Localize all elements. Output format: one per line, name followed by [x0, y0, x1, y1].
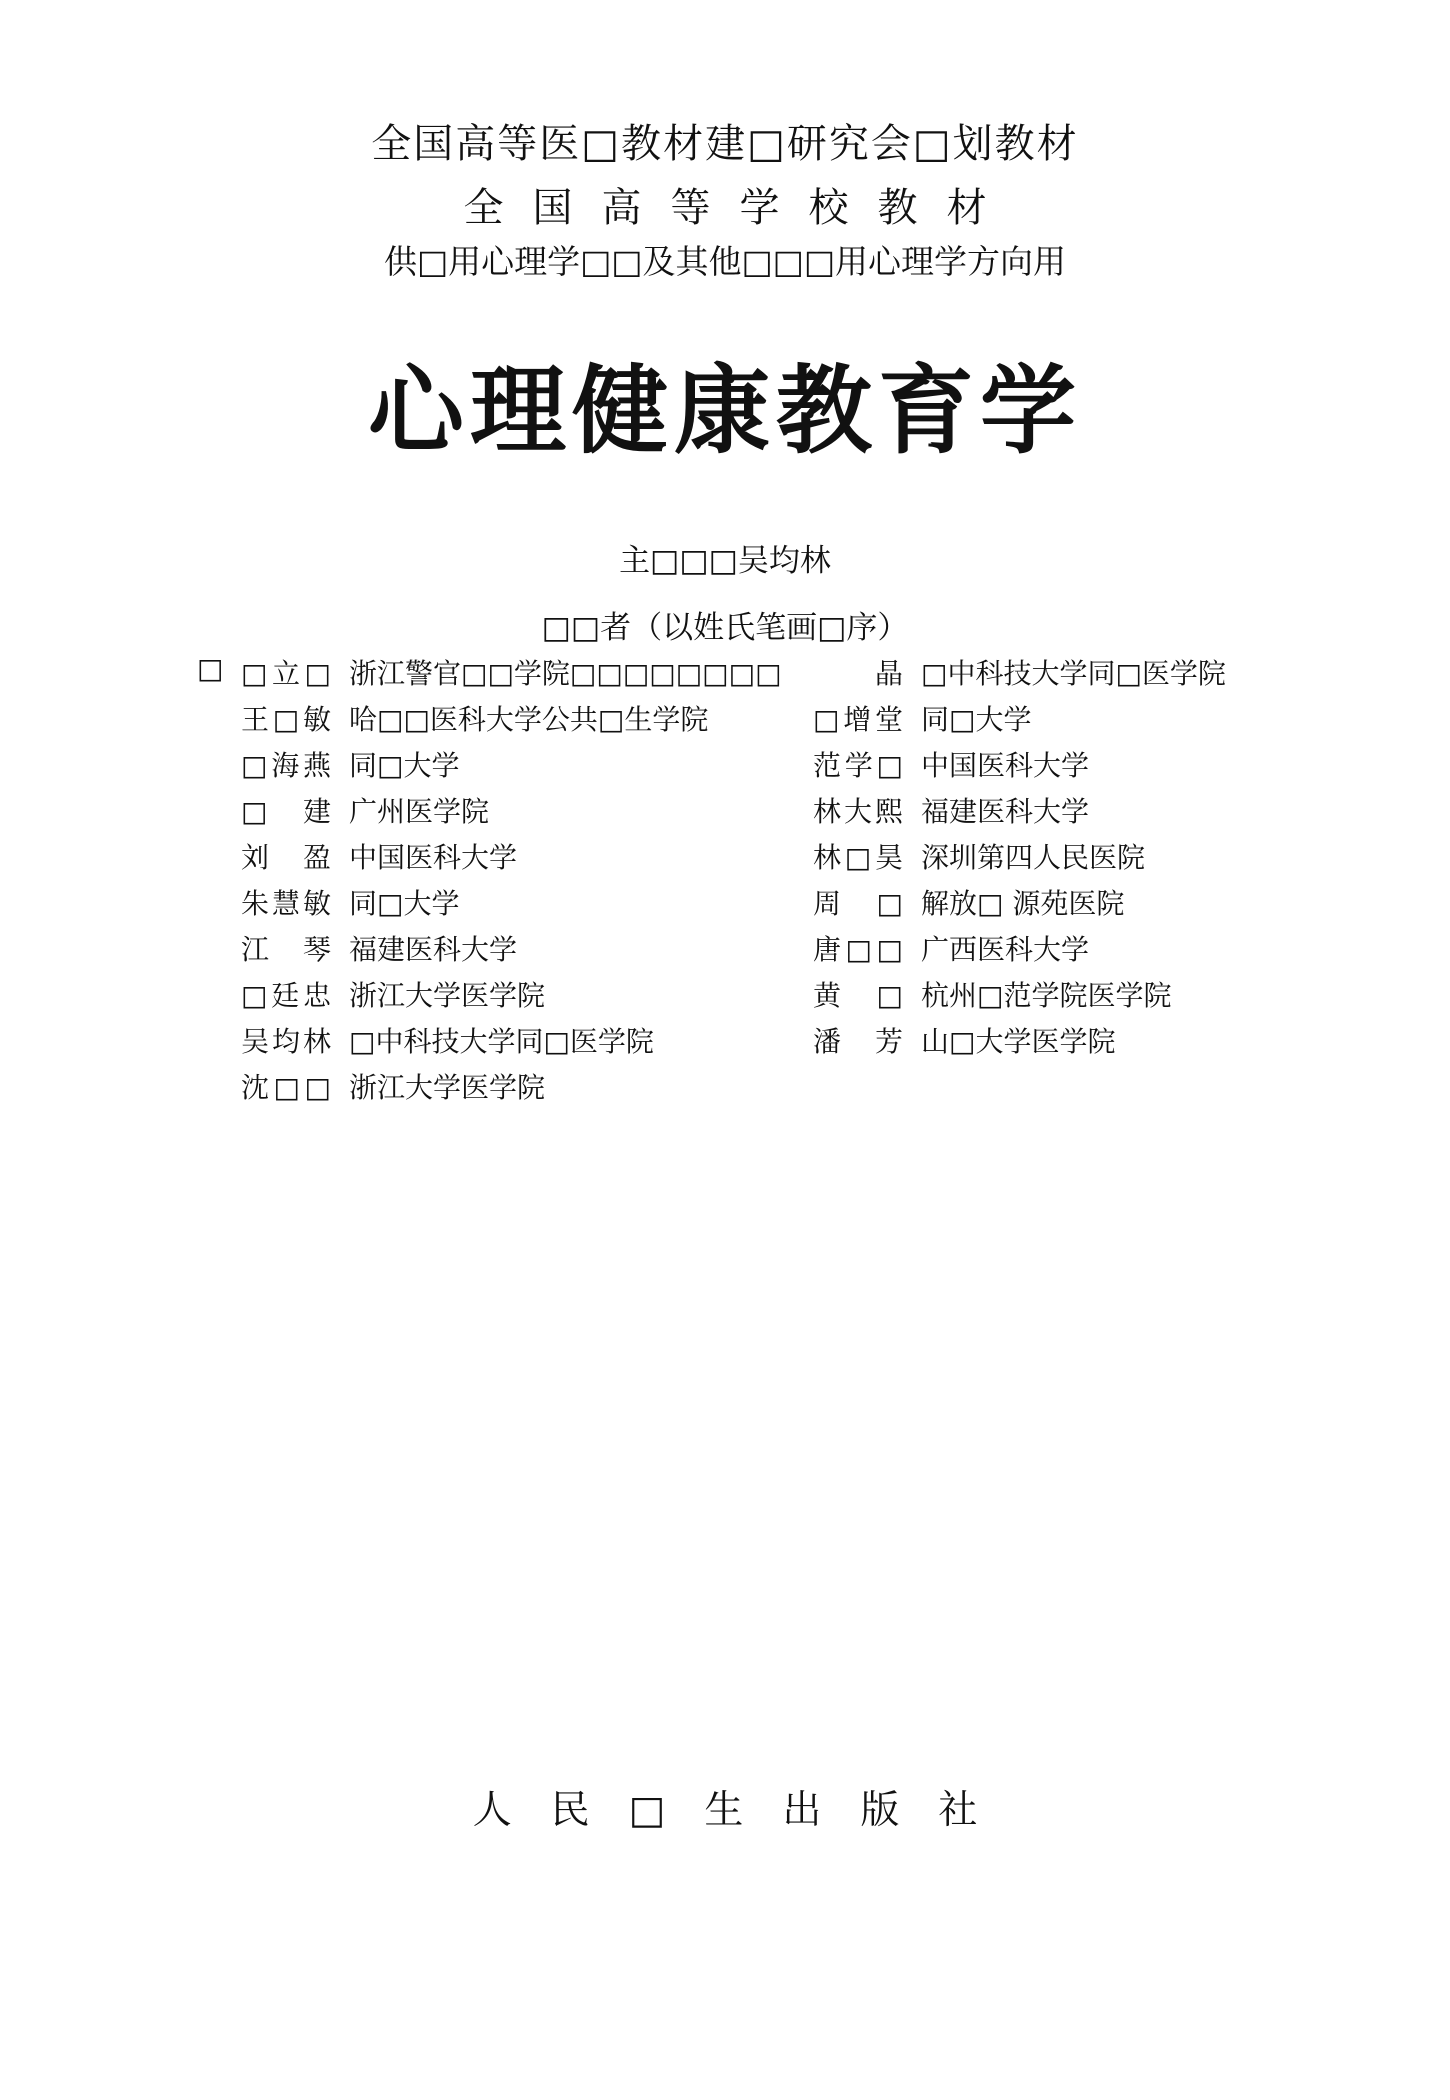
editor-name: 晶	[874, 657, 903, 690]
editor-affiliation: 哈□□医科大学公共□生学院	[349, 703, 709, 736]
leading-mark: □	[197, 652, 224, 685]
editor-affiliation: 广州医学院	[349, 795, 490, 828]
editor-affiliation: 同□大学	[349, 887, 460, 920]
editor-entry	[241, 1020, 801, 1060]
editor-entry	[813, 882, 1283, 922]
editor-entry	[241, 652, 801, 692]
editor-affiliation: 浙江大学医学院	[349, 1071, 546, 1104]
chief-editor: 主□□□吴均林	[619, 543, 831, 579]
editor-name: 吴均林	[241, 1025, 331, 1058]
editor-entry	[813, 744, 1283, 784]
editor-affiliation: 深圳第四人民医院	[921, 841, 1146, 874]
editor-entry	[241, 1066, 801, 1106]
editor-affiliation: 浙江大学医学院	[349, 979, 546, 1012]
editor-entry	[241, 928, 801, 968]
editor-affiliation: 福建医科大学	[921, 795, 1090, 828]
editor-affiliation: 杭州□范学院医学院	[921, 979, 1172, 1012]
editor-entry	[241, 744, 801, 784]
editor-name: 潘芳	[813, 1025, 903, 1058]
editor-affiliation: 中国医科大学	[921, 749, 1090, 782]
book-title: 心理健康教育学	[368, 355, 1082, 467]
editor-name: 江琴	[241, 933, 331, 966]
editor-name: □廷忠	[241, 979, 331, 1012]
series-line-2: 全国高等学校教材	[463, 185, 1016, 231]
editor-name: 沈□□	[241, 1071, 331, 1104]
editor-affiliation: 山□大学医学院	[921, 1025, 1116, 1058]
editor-entry	[813, 698, 1283, 738]
editor-name: 刘盈	[241, 841, 331, 874]
editor-affiliation: □中科技大学同□医学院	[349, 1025, 654, 1058]
editor-entry	[813, 974, 1283, 1014]
series-line-1: 全国高等医□教材建□研究会□划教材	[371, 121, 1079, 167]
editor-entry	[241, 790, 801, 830]
usage-note: 供□用心理学□□及其他□□□用心理学方向用	[383, 242, 1067, 281]
editor-entry	[813, 1020, 1283, 1060]
editor-entry	[813, 790, 1283, 830]
editors-heading: □□者（以姓氏笔画□序）	[541, 610, 909, 646]
editor-name: 王□敏	[241, 703, 331, 736]
editor-name: 周□	[813, 887, 903, 920]
editor-affiliation: 同□大学	[921, 703, 1032, 736]
editor-affiliation: 浙江警官□□学院□□□□□□□□	[349, 657, 782, 690]
editor-entry	[813, 652, 1283, 692]
editor-name: 林□昊	[813, 841, 903, 874]
editor-name: 林大熙	[813, 795, 903, 828]
editor-affiliation: 福建医科大学	[349, 933, 518, 966]
editor-name: 朱慧敏	[241, 887, 331, 920]
publisher-name: 人民□生出版社	[472, 1788, 1017, 1833]
editor-entry	[813, 836, 1283, 876]
editor-name: □立□	[241, 657, 331, 690]
editor-entry	[241, 836, 801, 876]
editor-affiliation: □中科技大学同□医学院	[921, 657, 1226, 690]
editor-affiliation: 解放□ 源苑医院	[921, 887, 1125, 920]
editor-name: 范学□	[813, 749, 903, 782]
editor-name: □海燕	[241, 749, 331, 782]
editor-entry	[241, 698, 801, 738]
editor-name: □建	[241, 795, 331, 828]
editor-name: 唐□□	[813, 933, 903, 966]
editor-name: □增堂	[813, 703, 903, 736]
editor-entry	[241, 974, 801, 1014]
editor-affiliation: 中国医科大学	[349, 841, 518, 874]
editor-entry	[813, 928, 1283, 968]
editor-name: 黄□	[813, 979, 903, 1012]
editor-affiliation: 广西医科大学	[921, 933, 1090, 966]
editor-affiliation: 同□大学	[349, 749, 460, 782]
editor-entry	[241, 882, 801, 922]
